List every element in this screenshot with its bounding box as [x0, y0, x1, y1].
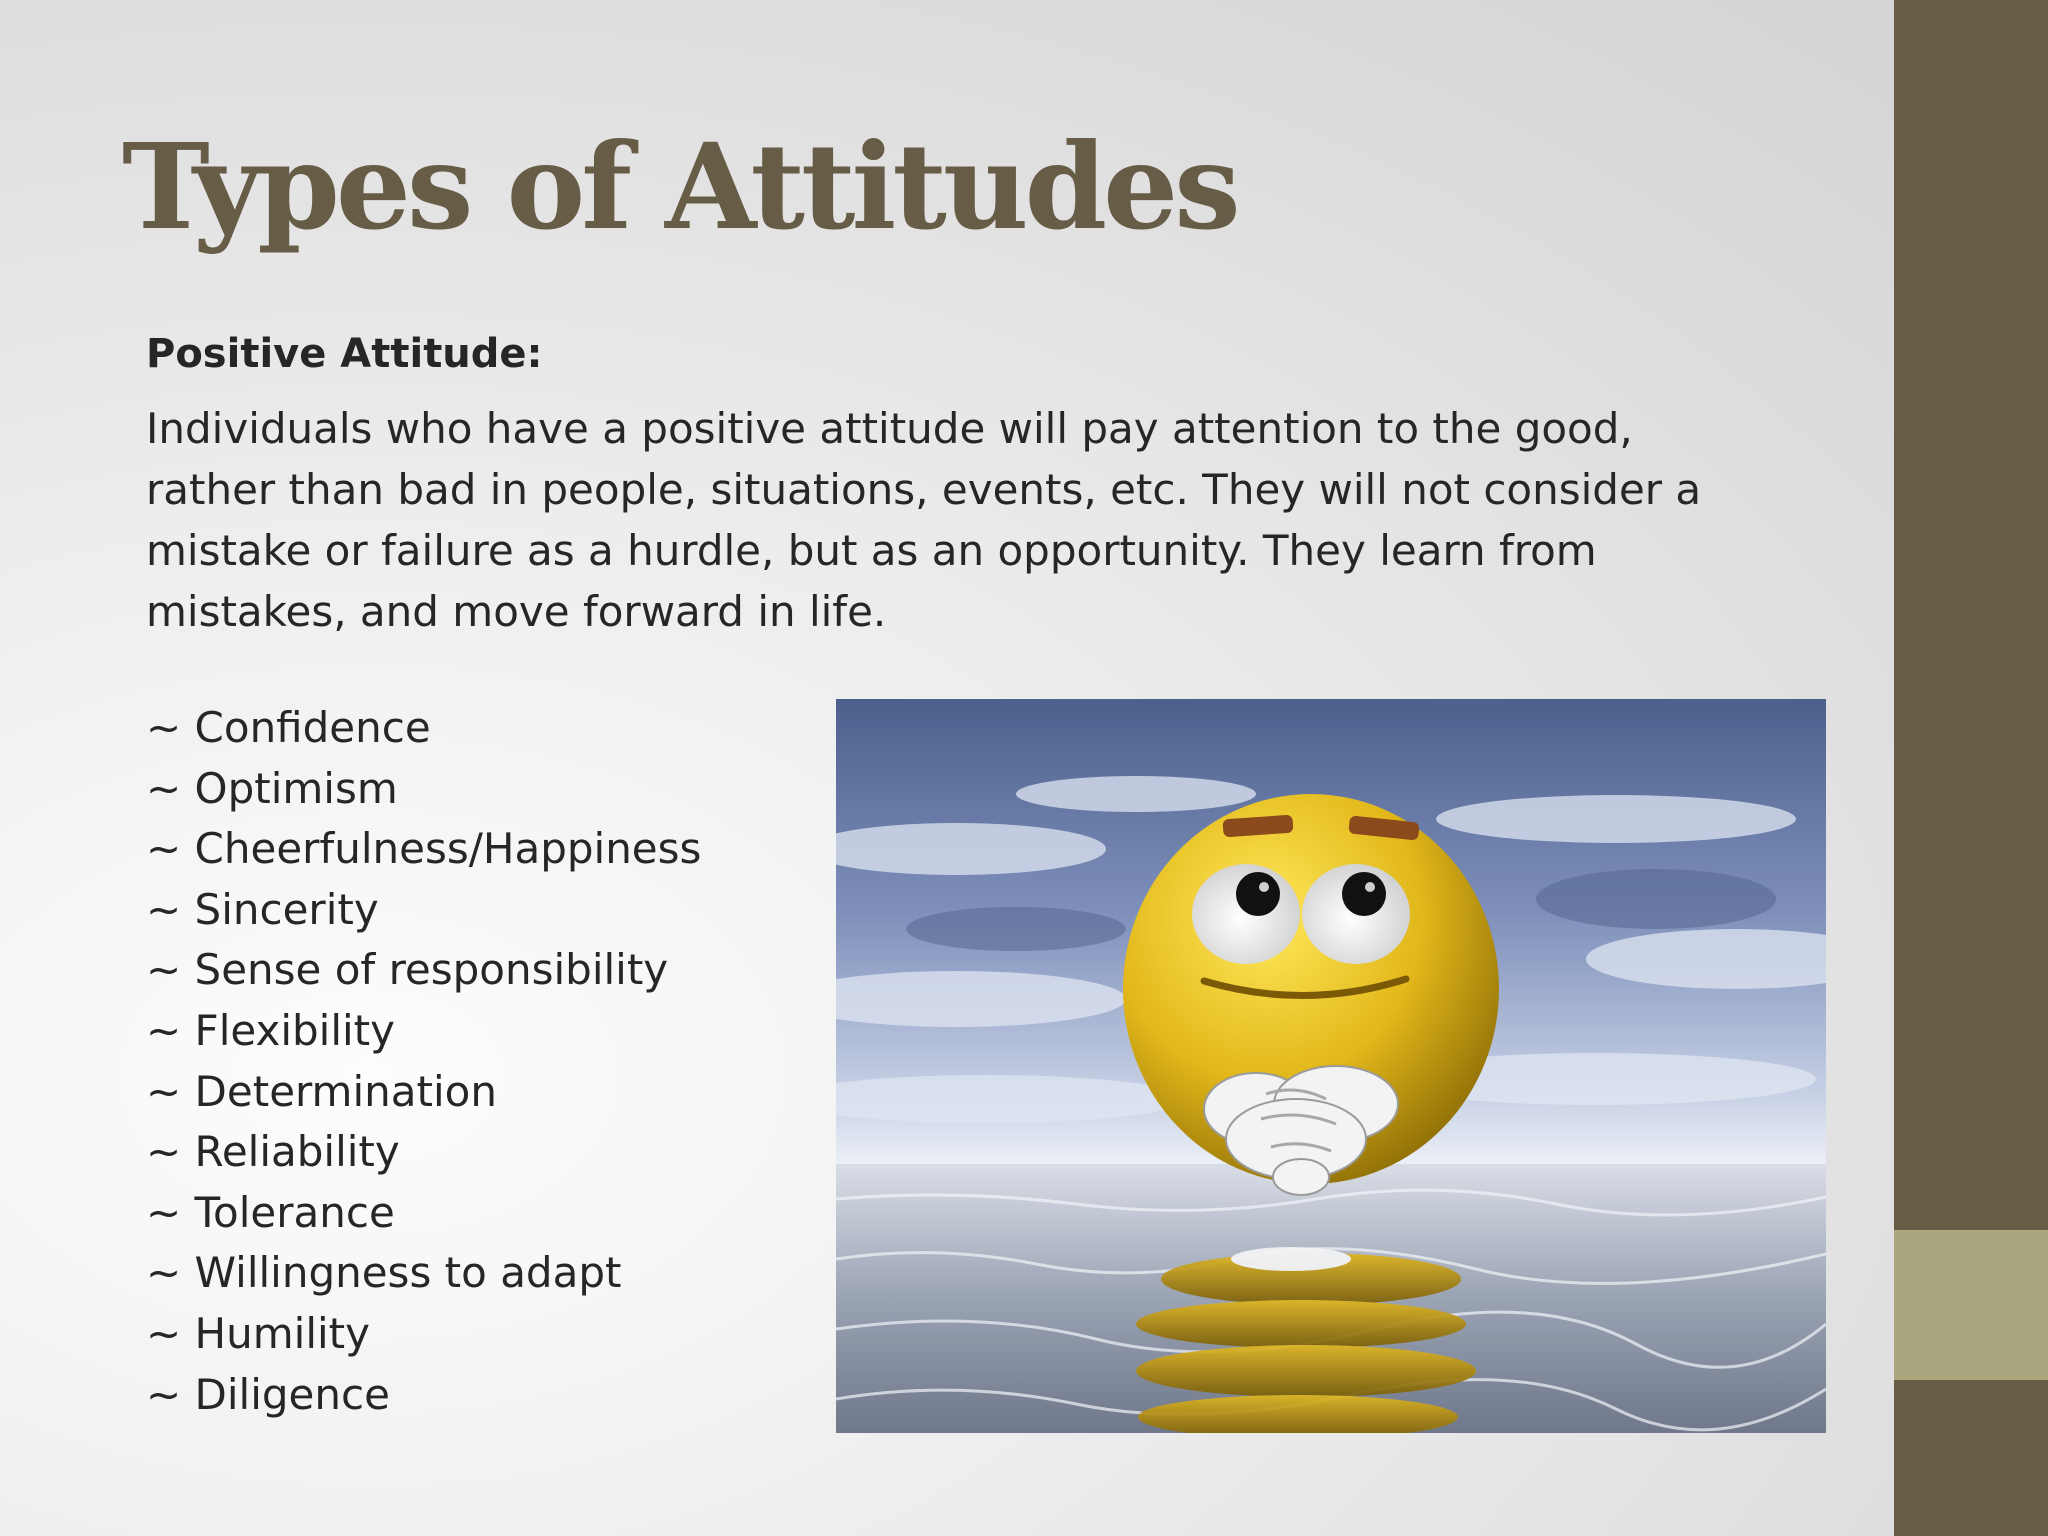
trait-item: ~ Willingness to adapt [146, 1248, 622, 1298]
smiley-emoticon-image [836, 699, 1826, 1433]
section-subheading: Positive Attitude: [146, 331, 543, 377]
trait-item: ~ Humility [146, 1308, 370, 1358]
trait-item: ~ Cheerfulness/Happiness [146, 824, 702, 874]
trait-item: ~ Flexibility [146, 1005, 395, 1055]
sidebar-accent-band [1894, 1230, 2048, 1380]
trait-item: ~ Diligence [146, 1369, 390, 1419]
trait-item: ~ Determination [146, 1066, 497, 1116]
section-paragraph: Individuals who have a positive attitude will pay attention to the good, rather than bad in people, situations, events, etc. They will not consider a mistake or failure as a hurdle, but as an opportunity. They learn from mistakes, and move forward in life. [146, 404, 1702, 636]
trait-item: ~ Sense of responsibility [146, 945, 669, 995]
trait-item: ~ Confidence [146, 703, 431, 752]
trait-item: ~ Reliability [146, 1127, 400, 1177]
trait-item: ~ Tolerance [146, 1187, 395, 1237]
trait-item: ~ Optimism [146, 763, 398, 813]
trait-item: ~ Sincerity [146, 884, 379, 934]
slide-title: Types of Attitudes [122, 117, 1237, 256]
